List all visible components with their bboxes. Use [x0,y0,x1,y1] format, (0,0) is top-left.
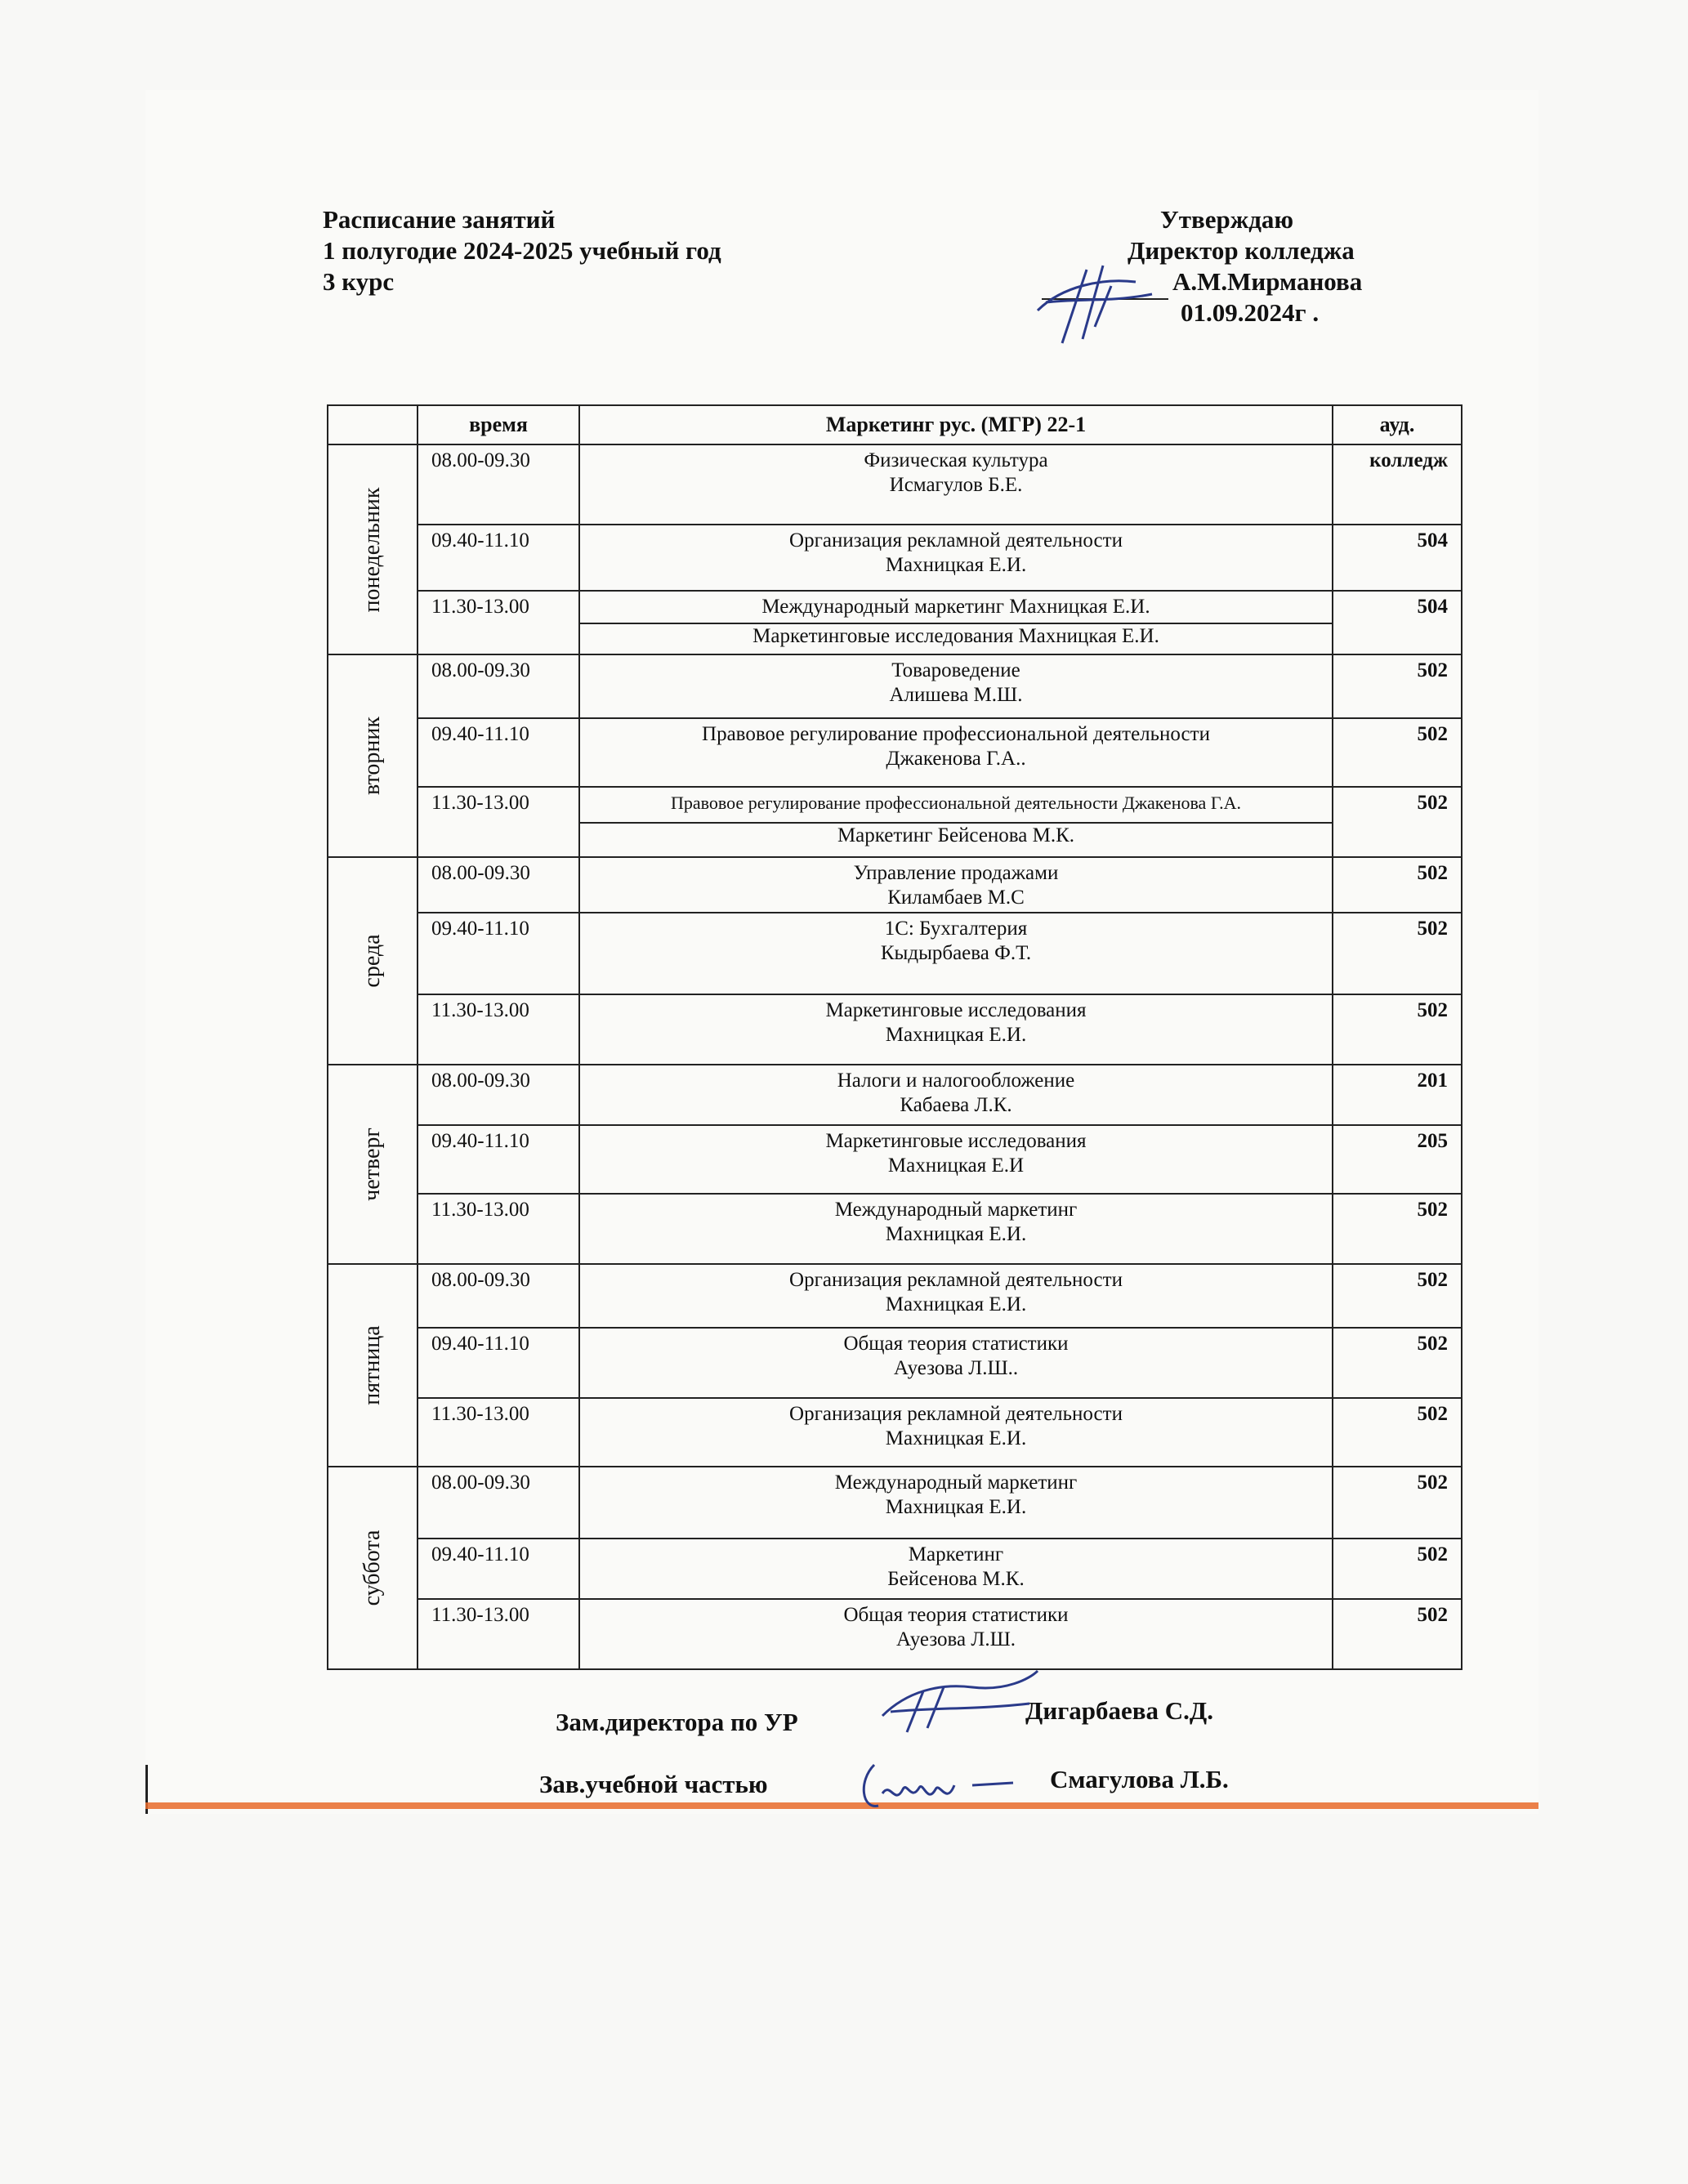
room-cell: 502 [1333,857,1462,913]
subject-line: Организация рекламной деятельности [789,1269,1123,1291]
subject-cell [579,1398,1333,1467]
room-cell: 205 [1333,1125,1462,1194]
time-cell: 11.30-13.00 [418,1599,579,1669]
subject-cell [579,444,1333,525]
table-row [328,654,1462,718]
subject-line: Международный маркетинг Махницкая Е.И. [580,595,1332,624]
subject-line: 1С: Бухгалтерия [884,918,1028,940]
director-signature-icon [1013,253,1177,351]
schedule-table [327,404,1462,1670]
subject-line: Махницкая Е.И [887,1155,1025,1177]
day-label: среда [359,934,385,988]
subject-line: Махницкая Е.И. [885,1496,1027,1518]
room-cell: 502 [1333,654,1462,718]
day-label: суббота [359,1530,385,1606]
table-row [328,1328,1462,1398]
time-cell: 08.00-09.30 [418,1065,579,1125]
room-cell: 502 [1333,787,1462,857]
subject-cell [579,1539,1333,1599]
day-cell [328,444,418,654]
room-cell: 502 [1333,994,1462,1065]
schedule-course: 3 курс [323,267,395,296]
subject-line: Маркетинговые исследования [825,1130,1087,1152]
subject-cell [579,994,1333,1065]
subject-line: Кабаева Л.К. [900,1094,1012,1116]
time-cell: 08.00-09.30 [418,444,579,525]
day-label: пятница [359,1325,385,1405]
room-cell: 504 [1333,591,1462,654]
day-cell [328,1065,418,1264]
subject-line: Маркетинг Бейсенова М.К. [837,824,1075,846]
room-cell: 502 [1333,1194,1462,1264]
room-cell: 502 [1333,1264,1462,1328]
time-cell: 11.30-13.00 [418,591,579,654]
subject-line: Товароведение [891,659,1020,681]
room-cell: 502 [1333,1398,1462,1467]
table-row [328,913,1462,994]
subject-line: Махницкая Е.И. [885,1223,1027,1245]
subject-line: Правовое регулирование профессиональной деятельности [702,723,1210,745]
time-cell: 08.00-09.30 [418,857,579,913]
subject-line: Маркетинг [908,1543,1004,1565]
subject-line: Ауезова Л.Ш.. [893,1357,1019,1379]
table-row [328,1398,1462,1467]
time-header: время [418,405,579,444]
schedule-title: Расписание занятий [323,205,556,234]
director-title: Директор колледжа [1128,236,1355,265]
subject-line: Маркетинговые исследования [825,999,1087,1021]
day-label: вторник [359,717,385,795]
room-cell: 504 [1333,525,1462,591]
time-cell: 11.30-13.00 [418,994,579,1065]
room-cell: 502 [1333,913,1462,994]
day-label: понедельник [359,486,385,613]
subject-line: Ауезова Л.Ш. [895,1628,1016,1650]
schedule-term: 1 полугодие 2024-2025 учебный год [323,236,721,265]
subject-cell [579,787,1333,857]
subject-cell [579,1065,1333,1125]
subject-line: Кыдырбаева Ф.Т. [880,942,1032,964]
subject-line: Исмагулов Б.Е. [889,474,1023,496]
room-cell: колледж [1333,444,1462,525]
time-cell: 11.30-13.00 [418,1194,579,1264]
table-row [328,1194,1462,1264]
subject-line: Махницкая Е.И. [885,1024,1027,1046]
group-header: Маркетинг рус. (МГР) 22-1 [579,405,1333,444]
subject-line: Общая теория статистики [843,1604,1069,1626]
subject-line: Физическая культура [864,449,1048,471]
subject-cell [579,1328,1333,1398]
table-row [328,591,1462,654]
subject-line: Махницкая Е.И. [885,1293,1027,1315]
room-cell: 502 [1333,1467,1462,1539]
subject-line: Киламбаев М.С [887,887,1025,909]
room-cell: 502 [1333,1328,1462,1398]
subject-line: Правовое регулирование профессиональной деятельности Джакенова Г.А. [580,791,1332,824]
table-row [328,857,1462,913]
subject-cell [579,1264,1333,1328]
time-cell: 08.00-09.30 [418,1264,579,1328]
subject-line: Налоги и налогообложение [837,1070,1075,1092]
table-row [328,787,1462,857]
day-header [328,405,418,444]
table-row [328,1264,1462,1328]
table-row [328,1599,1462,1669]
subject-line: Махницкая Е.И. [885,1427,1027,1449]
room-cell: 502 [1333,1539,1462,1599]
time-cell: 11.30-13.00 [418,787,579,857]
room-cell: 502 [1333,718,1462,787]
table-row [328,1539,1462,1599]
subject-line: Организация рекламной деятельности [789,529,1123,552]
day-cell [328,1467,418,1669]
time-cell: 09.40-11.10 [418,525,579,591]
room-header: ауд. [1333,405,1462,444]
table-row [328,718,1462,787]
subject-cell [579,525,1333,591]
day-cell [328,857,418,1065]
day-cell [328,654,418,857]
subject-line: Управление продажами [853,862,1059,884]
subject-cell [579,591,1333,654]
room-cell: 502 [1333,1599,1462,1669]
table-header-row [328,405,1462,444]
table-row [328,1467,1462,1539]
approve-label: Утверждаю [1160,205,1294,234]
subject-line: Махницкая Е.И. [885,554,1027,576]
subject-line: Бейсенова М.К. [887,1568,1025,1590]
head-name: Смагулова Л.Б. [1050,1765,1229,1793]
day-label: четверг [359,1128,385,1201]
subject-cell [579,857,1333,913]
director-name: А.М.Мирманова [1172,267,1363,296]
head-title: Зав.учебной частью [539,1770,768,1798]
subject-cell [579,1467,1333,1539]
table-row [328,525,1462,591]
subject-line: Маркетинговые исследования Махницкая Е.И. [752,625,1159,647]
time-cell: 08.00-09.30 [418,1467,579,1539]
deputy-signature-icon [866,1667,1046,1740]
subject-line: Международный маркетинг [834,1199,1078,1221]
table-row [328,444,1462,525]
time-cell: 09.40-11.10 [418,1328,579,1398]
schedule-heading [323,204,721,297]
deputy-name: Дигарбаева С.Д. [1025,1696,1213,1725]
head-signature-icon [850,1749,1029,1822]
time-cell: 09.40-11.10 [418,913,579,994]
deputy-title: Зам.директора по УР [556,1708,798,1736]
time-cell: 09.40-11.10 [418,718,579,787]
page-bottom-edge [145,1802,1538,1809]
approval-date: 01.09.2024г . [1181,298,1320,327]
room-cell: 201 [1333,1065,1462,1125]
time-cell: 09.40-11.10 [418,1539,579,1599]
subject-cell [579,1599,1333,1669]
table-row [328,1125,1462,1194]
subject-cell [579,1194,1333,1264]
table-row [328,994,1462,1065]
table-row [328,1065,1462,1125]
subject-line: Международный маркетинг [834,1472,1078,1494]
time-cell: 09.40-11.10 [418,1125,579,1194]
subject-cell [579,718,1333,787]
subject-cell [579,913,1333,994]
subject-line: Джакенова Г.А.. [886,748,1026,770]
day-cell [328,1264,418,1467]
time-cell: 08.00-09.30 [418,654,579,718]
subject-line: Организация рекламной деятельности [789,1403,1123,1425]
time-cell: 11.30-13.00 [418,1398,579,1467]
subject-cell [579,1125,1333,1194]
subject-line: Общая теория статистики [843,1333,1069,1355]
subject-line: Алишева М.Ш. [889,684,1023,706]
subject-cell [579,654,1333,718]
